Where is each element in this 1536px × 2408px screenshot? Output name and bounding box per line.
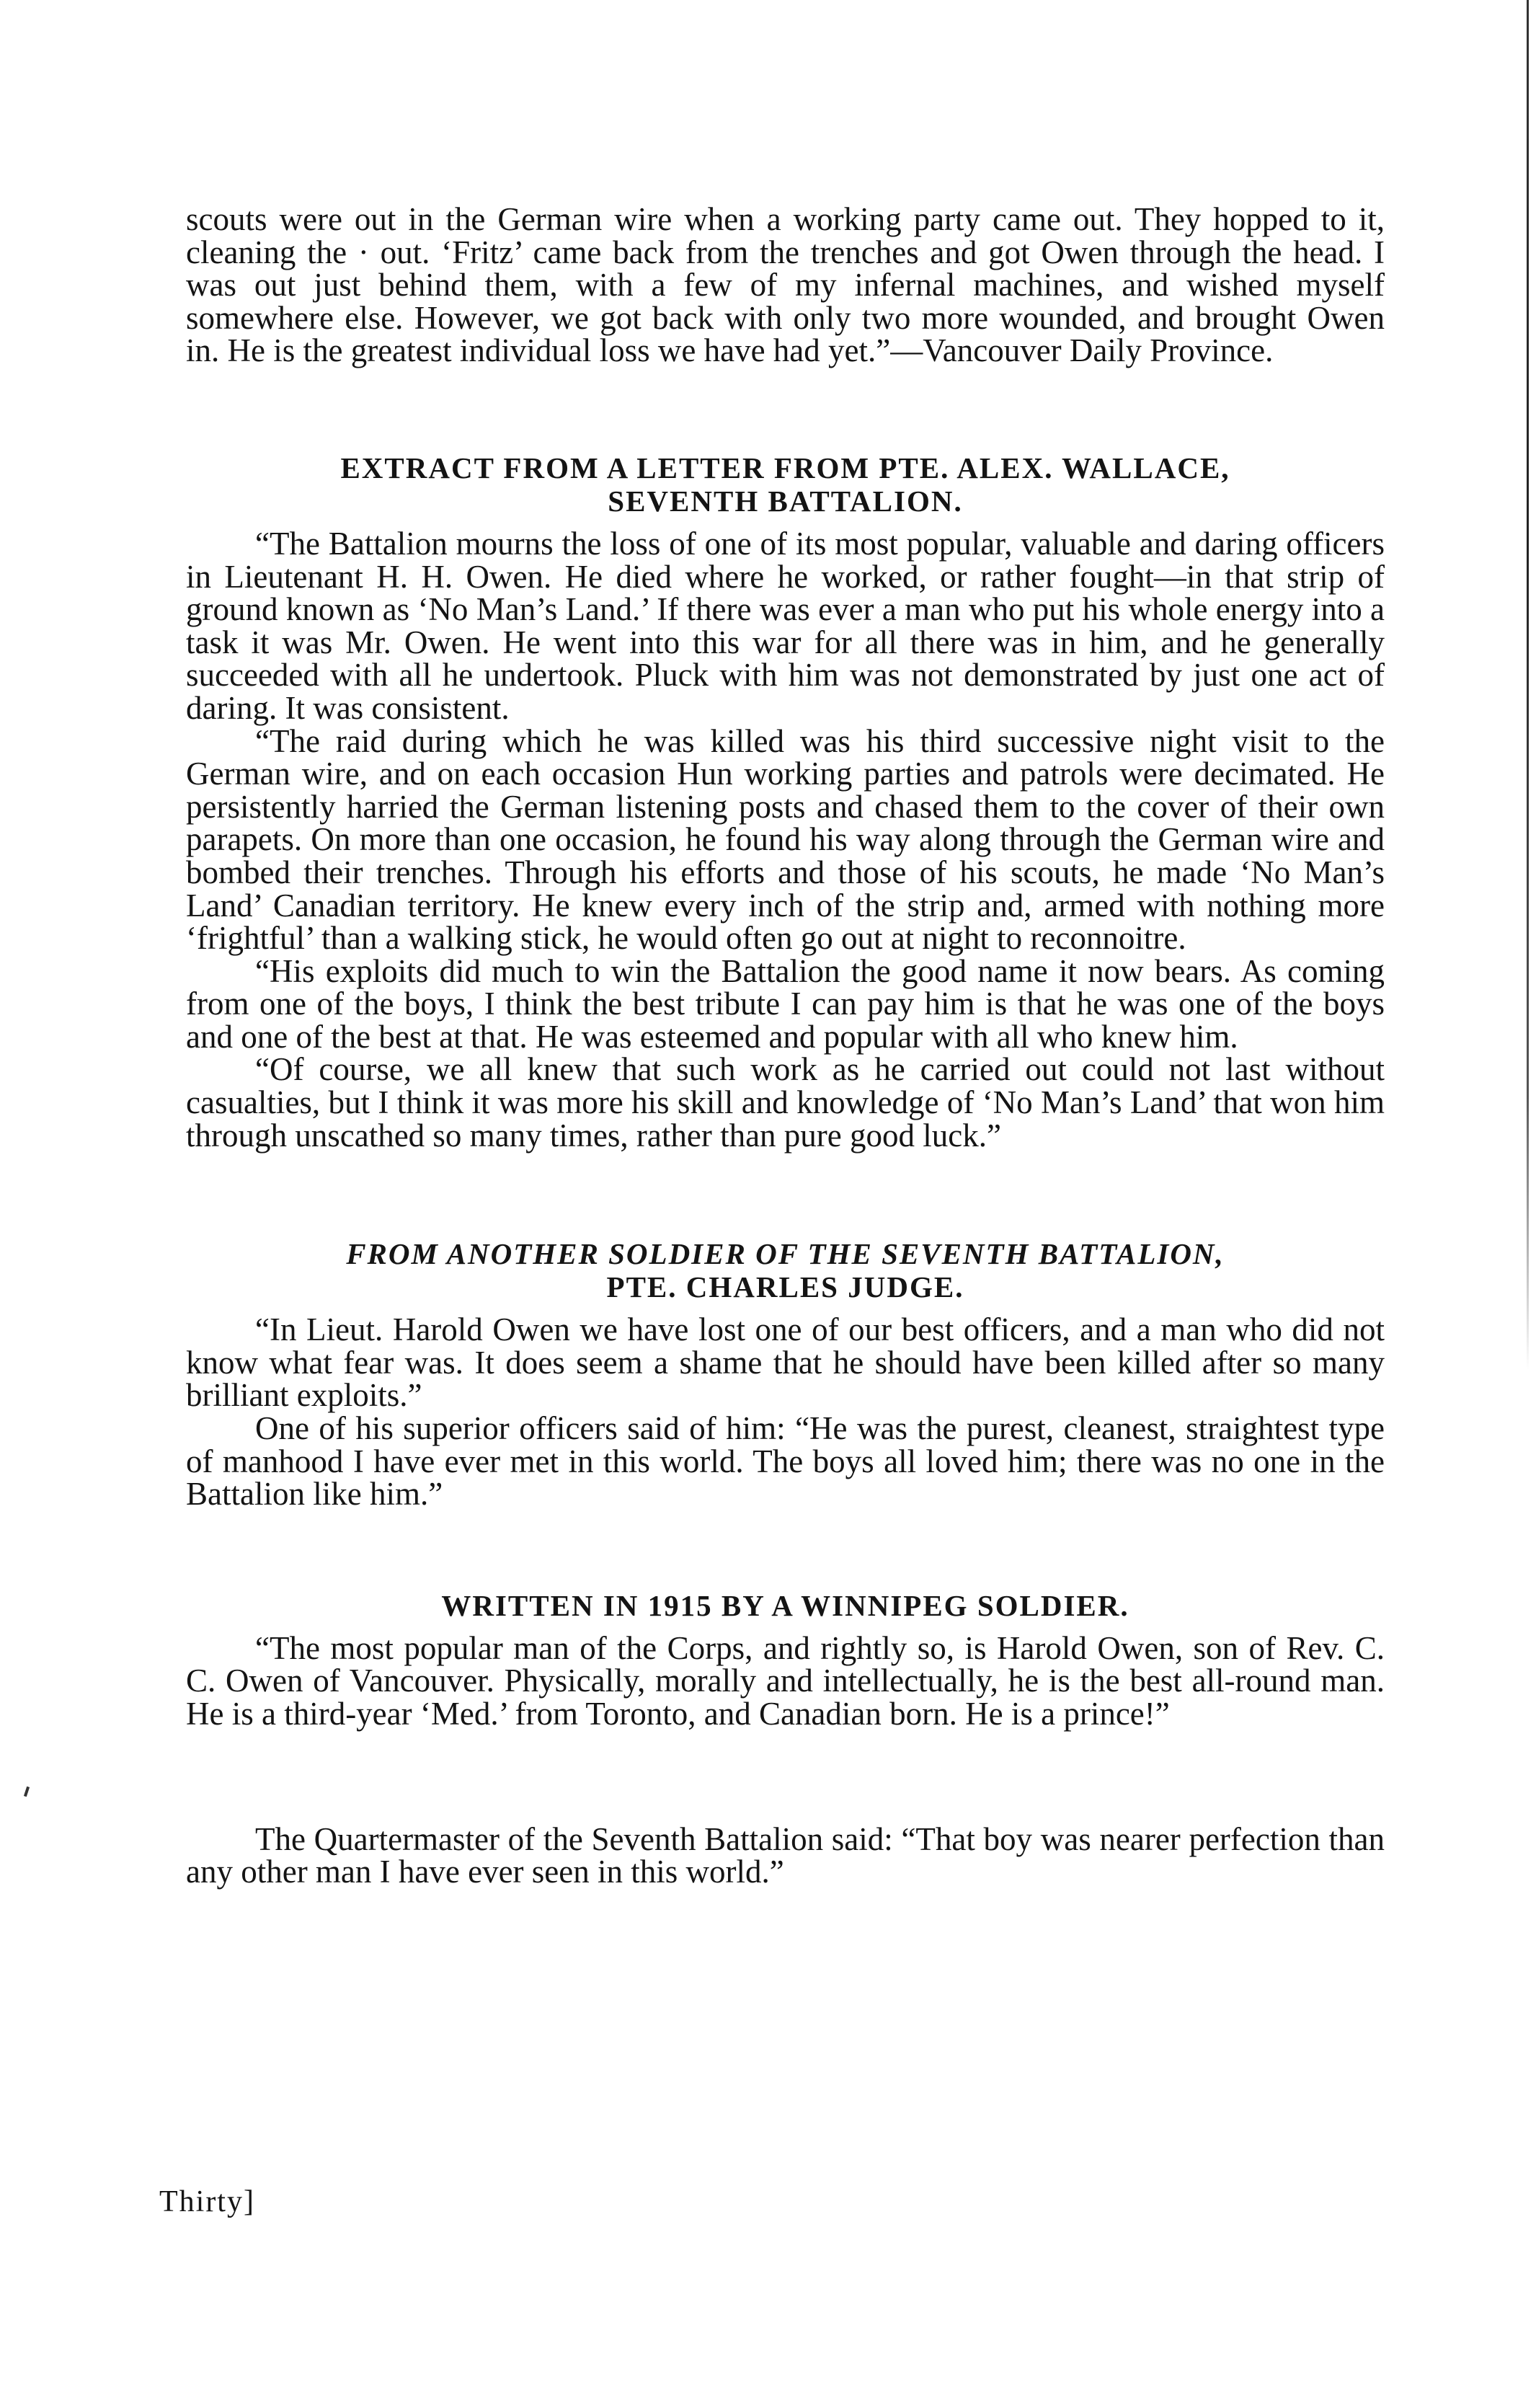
page-edge-line <box>1527 0 1529 1370</box>
heading-line: WRITTEN IN 1915 BY A WINNIPEG SOLDIER. <box>441 1588 1129 1622</box>
section-heading-judge <box>186 1237 1385 1303</box>
body-paragraph: “In Lieut. Harold Owen we have lost one of our best officers, and a man who did not know what fear was. It does seem a shame that he should have been killed after so many brilliant exploits.” <box>186 1311 1385 1414</box>
page-body <box>186 203 1385 1889</box>
body-paragraph: “The raid during which he was killed was his third successive night visit to the German wire, and on each occasion Hun working parties and patrols were decimated. He persistently harried the German listening posts and chased them to the cover of their own parapets. On more than one occasion, he found his way along through the German wire and bombed their trenches. Through his efforts and those of his scouts, he made ‘No Man’s Land’ Canadian territory. He knew every inch of the strip and, armed with nothing more ‘frightful’ than a walking stick, he would often go out at night to reconnoitre. <box>186 722 1385 957</box>
opening-paragraph: scouts were out in the German wire when a working party came out. They hopped to it, cleaning the · out. ‘Fritz’ came back from the trenches and got Owen through the head. I was out just behind them, with a few of my infernal machines, and wished myself somewhere else. However, we got back with only two more wounded, and brought Owen in. He is the greatest individual loss we have had yet.”—Vancouver Daily Province. <box>186 201 1385 369</box>
page-number: Thirty] <box>159 2185 255 2218</box>
heading-line: FROM ANOTHER SOLDIER OF THE SEVENTH BATTALION, <box>346 1237 1225 1271</box>
section-heading-winnipeg <box>186 1589 1385 1622</box>
body-paragraph: One of his superior officers said of him: “He was the purest, cleanest, straightest type of manhood I have ever met in this world. The boys all loved him; there was no one in the Battalion like him.” <box>186 1410 1385 1513</box>
section-heading-wallace <box>186 451 1385 518</box>
heading-line: EXTRACT FROM A LETTER FROM PTE. ALEX. WALLACE, <box>340 451 1230 484</box>
ink-mark <box>24 1787 30 1797</box>
heading-line: SEVENTH BATTALION. <box>608 484 963 518</box>
body-paragraph: “Of course, we all knew that such work as he carried out could not last without casualties, but I think it was more his skill and knowledge of ‘No Man’s Land’ that won him through unscathed so many times, rather than pure good luck.” <box>186 1051 1385 1154</box>
body-paragraph: “The most popular man of the Corps, and rightly so, is Harold Owen, son of Rev. C. C. Owen of Vancouver. Physically, morally and intellectually, he is the best all-round man. He is a third-year ‘Med.’ from Toronto, and Canadian born. He is a prince!” <box>186 1629 1385 1732</box>
body-paragraph: “His exploits did much to win the Battalion the good name it now bears. As coming from one of the boys, I think the best tribute I can pay him is that he was one of the boys and one of the best at that. He was esteemed and popular with all who knew him. <box>186 952 1385 1055</box>
body-paragraph: “The Battalion mourns the loss of one of its most popular, valuable and daring officers in Lieutenant H. H. Owen. He died where he worked, or rather fought—in that strip of ground known as ‘No Man’s Land.’ If there was ever a man who put his whole energy into a task it was Mr. Owen. He went into this war for all there was in him, and he generally succeeded with all he undertook. Pluck with him was not demonstrated by just one act of daring. It was consistent. <box>186 525 1385 726</box>
closing-paragraph: The Quartermaster of the Seventh Battalion said: “That boy was nearer perfection than any other man I have ever seen in this world.” <box>186 1820 1385 1890</box>
heading-line: PTE. CHARLES JUDGE. <box>606 1270 964 1304</box>
